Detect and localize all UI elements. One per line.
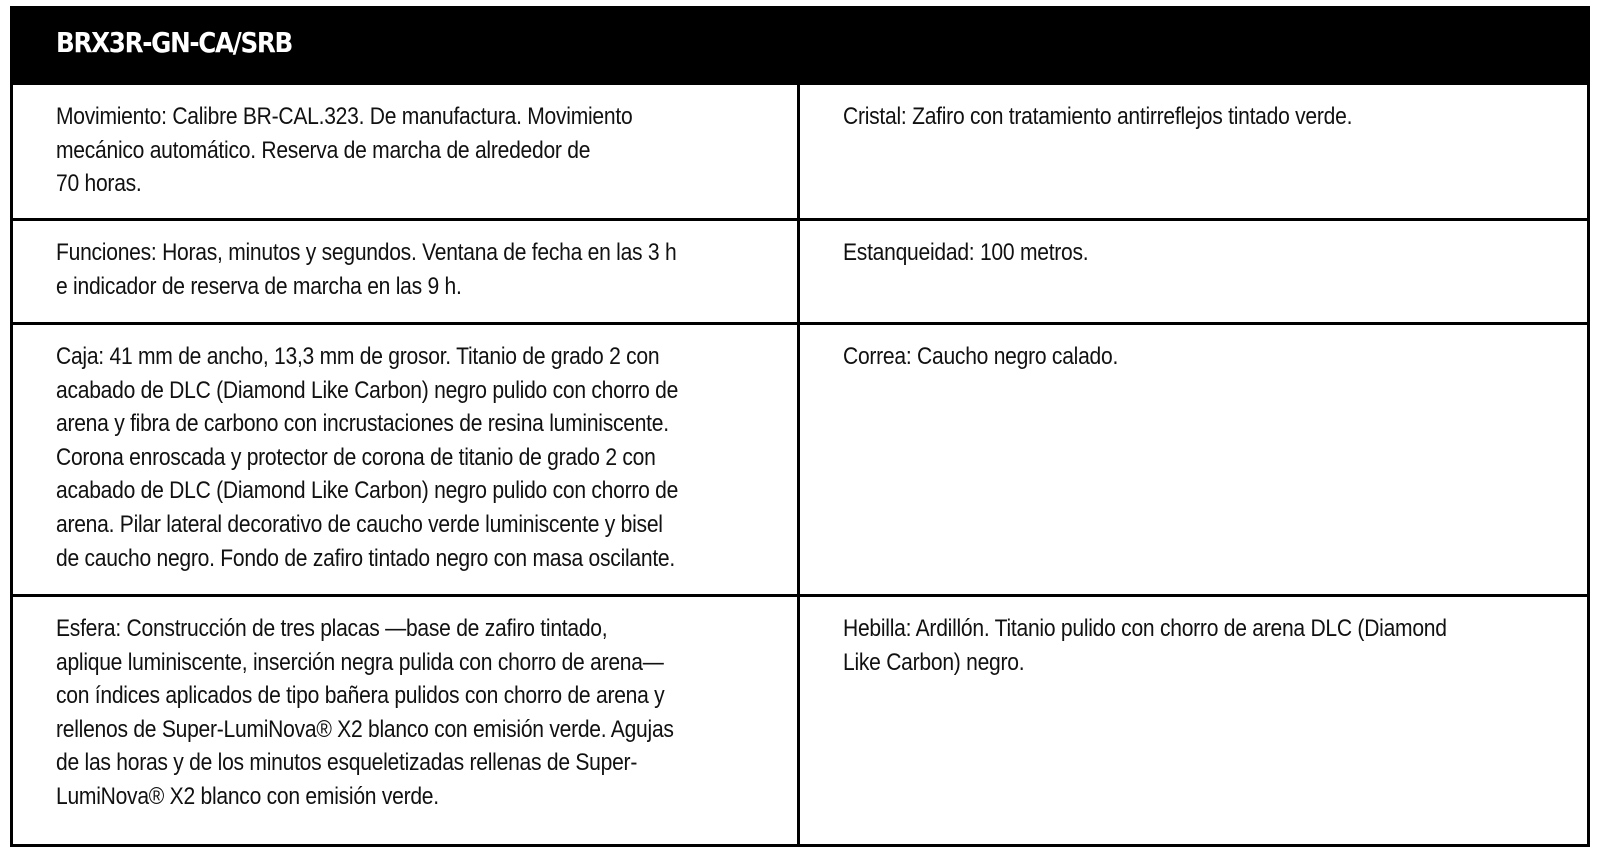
text-line: de caucho negro. Fondo de zafiro tintado negro con masa oscilante. [56,544,675,572]
text-line: con índices aplicados de tipo bañera pulidos con chorro de arena y [56,682,665,710]
spec-text [56,612,757,814]
text-line: Hebilla: Ardillón. Titanio pulido con chorro de arena DLC (Diamond [843,615,1447,642]
spec-cell-strap [800,325,1587,594]
text-line: Like Carbon) negro. [843,648,1025,676]
text-line: aplique luminiscente, inserción negra pulida con chorro de arena— [56,648,664,676]
text-line: acabado de DLC (Diamond Like Carbon) negro pulido con chorro de [56,376,679,404]
text-line: Esfera: Construcción de tres placas —base de zafiro tintado, [56,615,608,642]
text-line: 70 horas. [56,170,142,198]
text-line: Caja: 41 mm de ancho, 13,3 mm de grosor. Titanio de grado 2 con [56,343,660,370]
spec-sheet [10,6,1590,847]
spec-cell-movement [13,85,800,218]
text-line: Cristal: Zafiro con tratamiento antirreflejos tintado verde. [843,103,1353,130]
text-line: de las horas y de los minutos esqueletizadas rellenas de Super- [56,749,638,777]
text-line: Estanqueidad: 100 metros. [843,239,1089,266]
spec-cell-water-resistance [800,221,1587,322]
spec-row-functions [13,221,1587,325]
model-title: BRX3R-GN-CA/SRB [56,26,293,59]
spec-text [843,236,1548,270]
text-line: acabado de DLC (Diamond Like Carbon) negro pulido con chorro de [56,477,679,505]
text-line: rellenos de Super-LumiNova® X2 blanco con emisión verde. Agujas [56,715,674,743]
spec-cell-functions [13,221,800,322]
spec-text [56,236,757,303]
spec-row-dial [13,597,1587,844]
spec-text [56,100,757,201]
spec-text [843,340,1548,374]
text-line: Funciones: Horas, minutos y segundos. Ventana de fecha en las 3 h [56,239,677,266]
text-line: mecánico automático. Reserva de marcha de alrededor de [56,136,591,164]
text-line: arena. Pilar lateral decorativo de caucho verde luminiscente y bisel [56,510,663,538]
text-line: LumiNova® X2 blanco con emisión verde. [56,782,439,810]
spec-cell-dial [13,597,800,844]
spec-row-movement [13,85,1587,221]
text-line: arena y fibra de carbono con incrustaciones de resina luminiscente. [56,410,669,438]
text-line: Correa: Caucho negro calado. [843,343,1119,370]
header-bar [13,9,1587,85]
text-line: Corona enroscada y protector de corona de titanio de grado 2 con [56,443,656,471]
text-line: Movimiento: Calibre BR-CAL.323. De manufactura. Movimiento [56,103,633,130]
spec-cell-case [13,325,800,594]
spec-row-case [13,325,1587,597]
spec-text [843,100,1548,134]
text-line: e indicador de reserva de marcha en las 9 h. [56,272,462,300]
spec-cell-crystal [800,85,1587,218]
spec-text [843,612,1548,679]
spec-text [56,340,757,575]
spec-cell-buckle [800,597,1587,844]
